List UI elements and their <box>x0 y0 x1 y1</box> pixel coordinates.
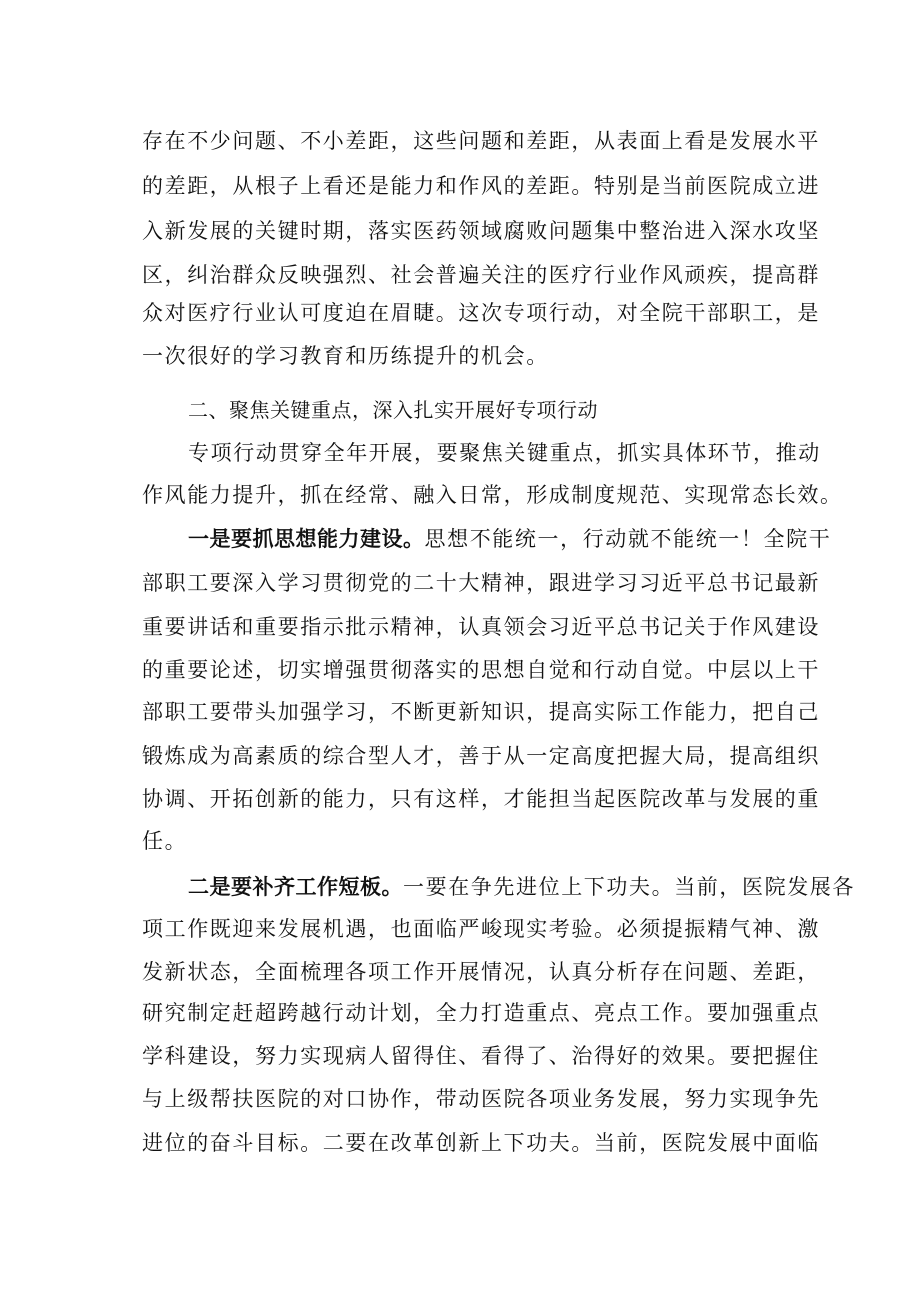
body-text-line: 专项行动贯穿全年开展，要聚焦关键重点，抓实具体环节，推动 <box>188 441 821 465</box>
body-text-line: 部职工要深入学习贯彻党的二十大精神，跟进学习习近平总书记最新 <box>142 571 820 595</box>
body-text-line: 部职工要带头加强学习，不断更新知识，提高实际工作能力，把自己 <box>142 700 820 724</box>
body-text-line: 锻炼成为高素质的综合型人才，善于从一定高度把握大局，提高组织 <box>142 744 820 768</box>
body-text-line: 项工作既迎来发展机遇，也面临严峻现实考验。必须提振精气神、激 <box>142 917 820 941</box>
body-text-line: 区，纠治群众反映强烈、社会普遍关注的医疗行业作风顽疾，提高群 <box>142 263 820 287</box>
body-text-run: 一要在争先进位上下功夫。当前，医院发展各 <box>403 875 855 899</box>
body-text-line: 重要讲话和重要指示批示精神，认真领会习近平总书记关于作风建设 <box>142 615 820 639</box>
body-text-line: 的差距，从根子上看还是能力和作风的差距。特别是当前医院成立进 <box>142 174 820 198</box>
body-text-line: 任。 <box>142 829 188 853</box>
body-text-line <box>188 524 832 554</box>
section-heading: 二、聚焦关键重点，深入扎实开展好专项行动 <box>188 398 598 422</box>
body-text-line: 的重要论述，切实增强贯彻落实的思想自觉和行动自觉。中层以上干 <box>142 658 820 682</box>
body-text-line: 学科建设，努力实现病人留得住、看得了、治得好的效果。要把握住 <box>142 1044 820 1068</box>
body-text-line: 进位的奋斗目标。二要在改革创新上下功夫。当前，医院发展中面临 <box>142 1131 820 1155</box>
body-text-line: 研究制定赶超跨越行动计划，全力打造重点、亮点工作。要加强重点 <box>142 1001 820 1025</box>
body-text-line: 与上级帮扶医院的对口协作，带动医院各项业务发展，努力实现争先 <box>142 1087 820 1111</box>
body-text-line: 一次很好的学习教育和历练提升的机会。 <box>142 344 549 368</box>
body-text-line <box>188 872 855 902</box>
body-text-line: 众对医疗行业认可度迫在眉睫。这次专项行动，对全院干部职工，是 <box>142 301 820 325</box>
emphasis-lead: 二是要补齐工作短板。 <box>188 875 403 899</box>
body-text-line: 入新发展的关键时期，落实医药领域腐败问题集中整治进入深水攻坚 <box>142 219 820 243</box>
body-text-line: 存在不少问题、不小差距，这些问题和差距，从表面上看是发展水平 <box>142 129 820 153</box>
emphasis-lead: 一是要抓思想能力建设。 <box>188 527 425 551</box>
body-text-line: 发新状态，全面梳理各项工作开展情况，认真分析存在问题、差距， <box>142 960 820 984</box>
body-text-line: 协调、开拓创新的能力，只有这样，才能担当起医院改革与发展的重 <box>142 787 820 811</box>
body-text-run: 思想不能统一，行动就不能统一！全院干 <box>424 527 832 551</box>
body-text-line: 作风能力提升，抓在经常、融入日常，形成制度规范、实现常态长效。 <box>142 483 843 507</box>
